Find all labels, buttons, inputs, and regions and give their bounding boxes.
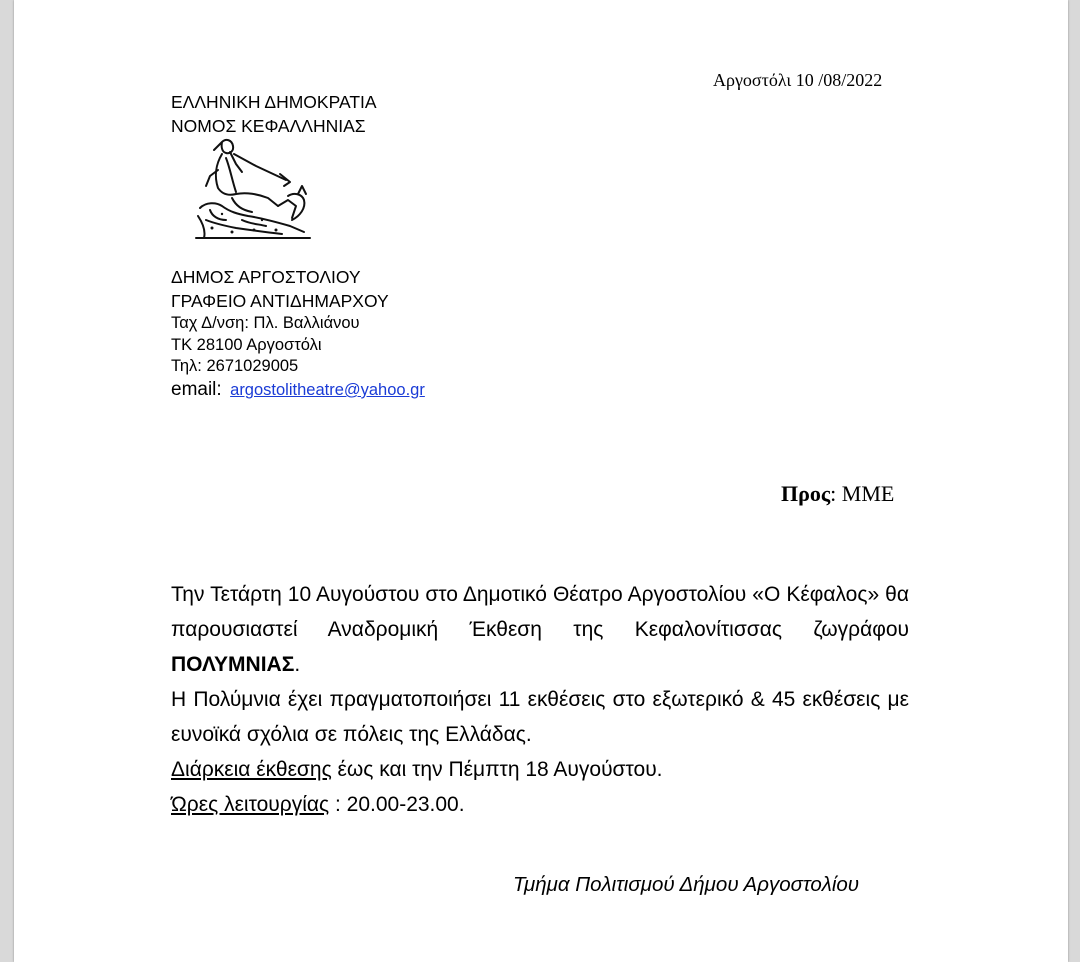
recipient-line bbox=[781, 481, 894, 507]
duration-line bbox=[171, 752, 909, 787]
email-line bbox=[171, 379, 425, 401]
announcement-body bbox=[171, 577, 909, 822]
postcode-line: ΤΚ 28100 Αργοστόλι bbox=[171, 336, 322, 354]
document-date: Αργοστόλι 10 /08/2022 bbox=[713, 70, 883, 90]
duration-label: Διάρκεια έκθεσης bbox=[171, 758, 332, 781]
municipality-heading: ΔΗΜΟΣ ΑΡΓΟΣΤΟΛΙΟΥ bbox=[171, 267, 361, 287]
paragraph-exhibition-text: Την Τετάρτη 10 Αυγούστου στο Δημοτικό Θέατρο Αργοστολίου «Ο Κέφαλος» θα παρουσιαστεί Αναδρομική Έκθεση της Κεφαλονίτισσας ζωγράφου bbox=[171, 583, 909, 641]
document-page bbox=[14, 0, 1068, 962]
kefalos-emblem-icon bbox=[192, 136, 314, 244]
phone-line: Τηλ: 2671029005 bbox=[171, 357, 299, 375]
duration-value: έως και την Πέμπτη 18 Αυγούστου. bbox=[331, 758, 663, 781]
office-heading: ΓΡΑΦΕΙΟ ΑΝΤΙΔΗΜΑΡΧΟΥ bbox=[171, 291, 389, 311]
country-heading: ΕΛΛΗΝΙΚΗ ΔΗΜΟΚΡΑΤΙΑ bbox=[171, 92, 377, 112]
prefecture-heading: ΝΟΜΟΣ ΚΕΦΑΛΛΗΝΙΑΣ bbox=[171, 116, 366, 136]
hours-value: : 20.00-23.00. bbox=[329, 793, 465, 816]
recipient-value: : ΜΜΕ bbox=[830, 481, 895, 506]
recipient-label: Προς bbox=[781, 481, 831, 506]
paragraph-exhibition bbox=[171, 577, 909, 682]
artist-name: ΠΟΛΥΜΝΙΑΣ bbox=[171, 653, 295, 676]
hours-line bbox=[171, 787, 909, 822]
signature: Τμήμα Πολιτισμού Δήμου Αργοστολίου bbox=[513, 873, 860, 896]
email-label: email: bbox=[171, 379, 222, 400]
paragraph-exhibition-end: . bbox=[294, 653, 301, 676]
paragraph-artist: Η Πολύμνια έχει πραγματοποιήσει 11 εκθέσεις στο εξωτερικό & 45 εκθέσεις με ευνοϊκά σχόλια σε πόλεις της Ελλάδας. bbox=[171, 688, 909, 746]
address-line: Ταχ Δ/νση: Πλ. Βαλλιάνου bbox=[171, 314, 360, 332]
email-link[interactable]: argostolitheatre@yahoo.gr bbox=[230, 381, 425, 399]
hours-label: Ώρες λειτουργίας bbox=[171, 793, 330, 816]
